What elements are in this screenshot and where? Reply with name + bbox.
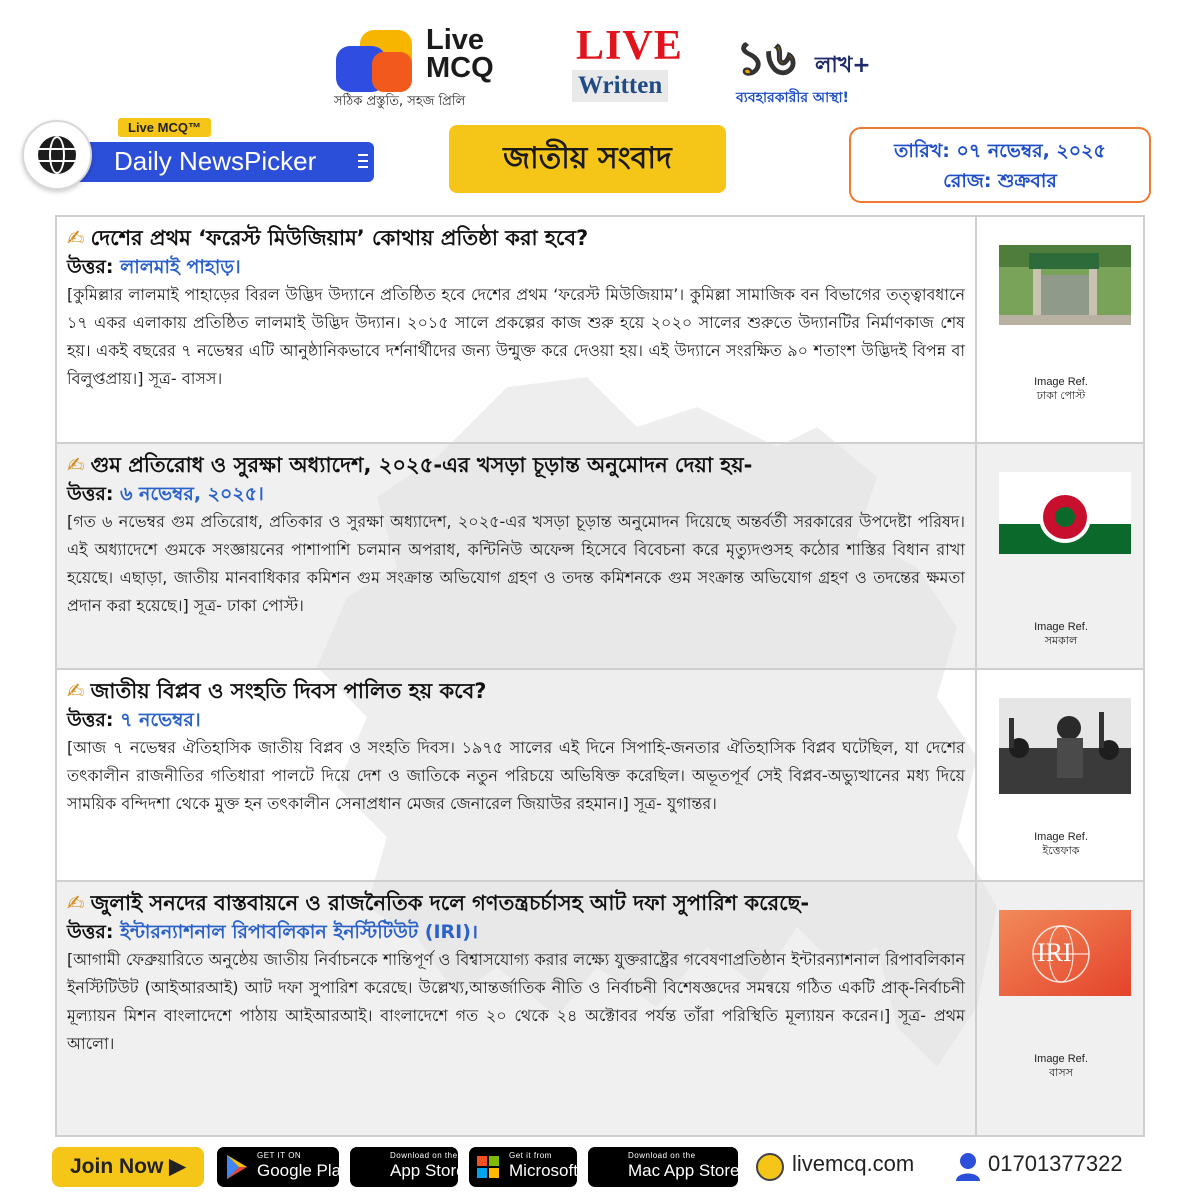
users-tagline: ব্যবহারকারীর আস্থা! — [736, 90, 849, 106]
brand-header — [0, 22, 1200, 117]
image-ref-source: বাসস — [1049, 1067, 1073, 1079]
news-content — [57, 444, 977, 668]
news-content — [57, 882, 977, 1135]
description: [গত ৬ নভেম্বর গুম প্রতিরোধ, প্রতিকার ও সুরক্ষা অধ্যাদেশ, ২০২৫-এর খসড়া চূড়ান্ত অনুমোদন দিয়েছে অন্তর্বর্তী সরকারের উপদেষ্টা পরিষদ। এই অধ্যাদেশে গুমকে সংজ্ঞায়নের পাশাপাশি চলমান অপরাধ, কন্টিনিউ অফেন্স হিসেবে বিবেচনা করে মৃত্যুদণ্ডসহ কঠোর শাস্তির বিধান রাখা হয়েছে। এছাড়া, জাতীয় মানবাধিকার কমিশন গুম সংক্রান্ত অভিযোগ গ্রহণ ও তদন্ত কমিশনকে গুম সংক্রান্ত অভিযোগ গ্রহণ ও তদন্তের ক্ষমতা প্রদান করা হয়েছে।] সূত্র- ঢাকা পোস্ট। — [67, 512, 965, 615]
livewritten-live-text: LIVE — [576, 23, 683, 69]
play-triangle-icon: ▶ — [169, 1155, 186, 1178]
description: [কুমিল্লার লালমাই পাহাড়ের বিরল উদ্ভিদ উদ্যানে প্রতিষ্ঠিত হবে দেশের প্রথম ‘ফরেস্ট মিউজিয়াম’। কুমিল্লা সামাজিক বন বিভাগের তত্ত্বাবধানে ১৭ একর এলাকায় প্রতিষ্ঠিত লালমাই উদ্ভিদ উদ্যান। ২০১৫ সালে প্রকল্পের কাজ শুরু হয়ে ২০২০ সালের শুরুতে উদ্যানটির নির্মাণকাজ শেষ হয়। একই বছরের ৭ নভেম্বর এটি আনুষ্ঠানিকভাবে দর্শনার্থীদের জন্য উন্মুক্ত করে দেওয়া হয়। এই উদ্যানে সংরক্ষিত ৯০ শতাংশ উদ্ভিদই বিপন্ন বা বিলুপ্তপ্রায়।] সূত্র- বাসস। — [67, 285, 965, 388]
daily-newspicker-logo — [22, 120, 372, 190]
pen-icon: ✍ — [67, 891, 85, 915]
phone-number[interactable]: 01701377322 — [988, 1151, 1123, 1176]
news-row — [57, 882, 1143, 1135]
iri-logo-text: IRI — [1037, 938, 1072, 967]
user-icon — [954, 1151, 982, 1181]
section-title: জাতীয় সংবাদ — [449, 125, 726, 193]
question: ✍ দেশের প্রথম ‘ফরেস্ট মিউজিয়াম’ কোথায় প্রতিষ্ঠা করা হবে? — [67, 226, 589, 250]
image-ref-label: Image Ref. — [1034, 621, 1088, 633]
join-now-button[interactable]: Join Now ▶ — [52, 1147, 204, 1187]
answer: উত্তর: লালমাই পাহাড়। — [67, 256, 241, 278]
pen-icon: ✍ — [67, 679, 85, 703]
users-count: ১৬ — [736, 31, 796, 85]
forest-museum-photo — [999, 245, 1131, 325]
answer: উত্তর: ৭ নভেম্বর। — [67, 709, 201, 731]
description: [আজ ৭ নভেম্বর ঐতিহাসিক জাতীয় বিপ্লব ও সংহতি দিবস। ১৯৭৫ সালের এই দিনে সিপাহি-জনতার ঐতিহাসিক বিপ্লব ঘটেছিল, যা দেশের তৎকালীন রাজনীতির গতিধারা পালটে দিয়ে দেশ ও জাতিকে নতুন পরিচয়ে অভিষিক্ত করেছিল। অভূতপূর্ব সেই বিপ্লব-অভ্যুত্থানের মধ্য দিয়ে সাময়িক বন্দিদশা থেকে মুক্ত হন তৎকালীন সেনাপ্রধান মেজর জেনারেল জিয়াউর রহমান।] সূত্র- যুগান্তর। — [67, 738, 965, 813]
news-content — [57, 670, 977, 880]
image-ref-source: সমকাল — [1044, 635, 1078, 647]
image-ref-label: Image Ref. — [1034, 831, 1088, 843]
image-ref-cell — [979, 670, 1143, 880]
footer — [0, 1145, 1200, 1195]
globe-icon — [22, 120, 92, 190]
news-row — [57, 670, 1143, 882]
news-row — [57, 444, 1143, 670]
image-ref-cell — [979, 444, 1143, 668]
website-link[interactable]: livemcq.com — [792, 1151, 915, 1176]
app-store-button[interactable]: Download on the App Store — [350, 1147, 458, 1187]
google-play-button[interactable]: GET IT ON Google Play — [217, 1147, 339, 1187]
image-ref-source: ইত্তেফাক — [1042, 845, 1080, 857]
answer: উত্তর: ৬ নভেম্বর, ২০২৫। — [67, 483, 264, 505]
windows-icon — [477, 1156, 499, 1178]
users-unit: লাখ+ — [815, 53, 871, 78]
play-store-icon — [225, 1154, 249, 1180]
image-ref-source: ঢাকা পোস্ট — [1036, 390, 1086, 402]
pen-icon: ✍ — [67, 453, 85, 477]
question: ✍ জাতীয় বিপ্লব ও সংহতি দিবস পালিত হয় কবে? — [67, 679, 487, 703]
question: ✍ গুম প্রতিরোধ ও সুরক্ষা অধ্যাদেশ, ২০২৫-এর খসড়া চূড়ান্ত অনুমোদন দেয়া হয়- — [67, 453, 753, 477]
image-ref-cell — [979, 217, 1143, 442]
historic-photo — [999, 698, 1131, 794]
pen-icon: ✍ — [67, 226, 85, 250]
date-line: তারিখ: ০৭ নভেম্বর, ২০২৫ — [894, 140, 1106, 162]
news-row — [57, 217, 1143, 444]
question: ✍ জুলাই সনদের বাস্তবায়নে ও রাজনৈতিক দলে গণতন্ত্রচর্চাসহ আট দফা সুপারিশ করেছে- — [67, 891, 810, 915]
news-content — [57, 217, 977, 442]
livewritten-written-text: Written — [572, 70, 668, 102]
news-table — [55, 215, 1145, 1137]
newspicker-badge: Live MCQ™ — [118, 118, 211, 137]
description: [আগামী ফেব্রুয়ারিতে অনুষ্ঠেয় জাতীয় নির্বাচনকে শান্তিপূর্ণ ও বিশ্বাসযোগ্য করার লক্ষ্যে যুক্তরাষ্ট্রের গবেষণাপ্রতিষ্ঠান ইন্টারন্যাশনাল রিপাবলিকান ইনস্টিটিউট (আইআরআই) আট দফা সুপারিশ করেছে। উল্লেখ্য,আন্তর্জাতিক নীতি ও নির্বাচনী বিশেষজ্ঞদের সমন্বয়ে গঠিত একটি প্রাক্-নির্বাচনী মূল্যায়ন মিশন বাংলাদেশে পাঠায় আইআরআই। বাংলাদেশে গত ২০ থেকে ২৪ অক্টোবর পর্যন্ত তাঁরা পরিস্থিতি মূল্যায়ন করেন।] সূত্র- প্রথম আলো। — [67, 950, 965, 1053]
livemcq-logo — [336, 30, 416, 92]
image-ref-cell — [979, 882, 1143, 1135]
date-box — [849, 127, 1151, 203]
image-ref-label: Image Ref. — [1034, 376, 1088, 388]
microsoft-store-button[interactable]: Get it from Microsoft — [469, 1147, 577, 1187]
mac-app-store-button[interactable]: Download on the Mac App Store — [588, 1147, 738, 1187]
livemcq-wordmark: Live MCQ — [426, 24, 494, 84]
livemcq-tagline: সঠিক প্রস্তুতি, সহজ প্রিলি — [334, 94, 466, 109]
newspicker-title: Daily NewsPicker — [74, 142, 374, 182]
day-line: রোজ: শুক্রবার — [943, 170, 1057, 192]
answer: উত্তর: ইন্টারন্যাশনাল রিপাবলিকান ইনস্টিটিউট (IRI)। — [67, 921, 479, 943]
government-flag-image — [999, 472, 1131, 554]
web-icon — [756, 1153, 784, 1181]
menu-lines-icon — [358, 154, 368, 172]
image-ref-label: Image Ref. — [1034, 1053, 1088, 1065]
